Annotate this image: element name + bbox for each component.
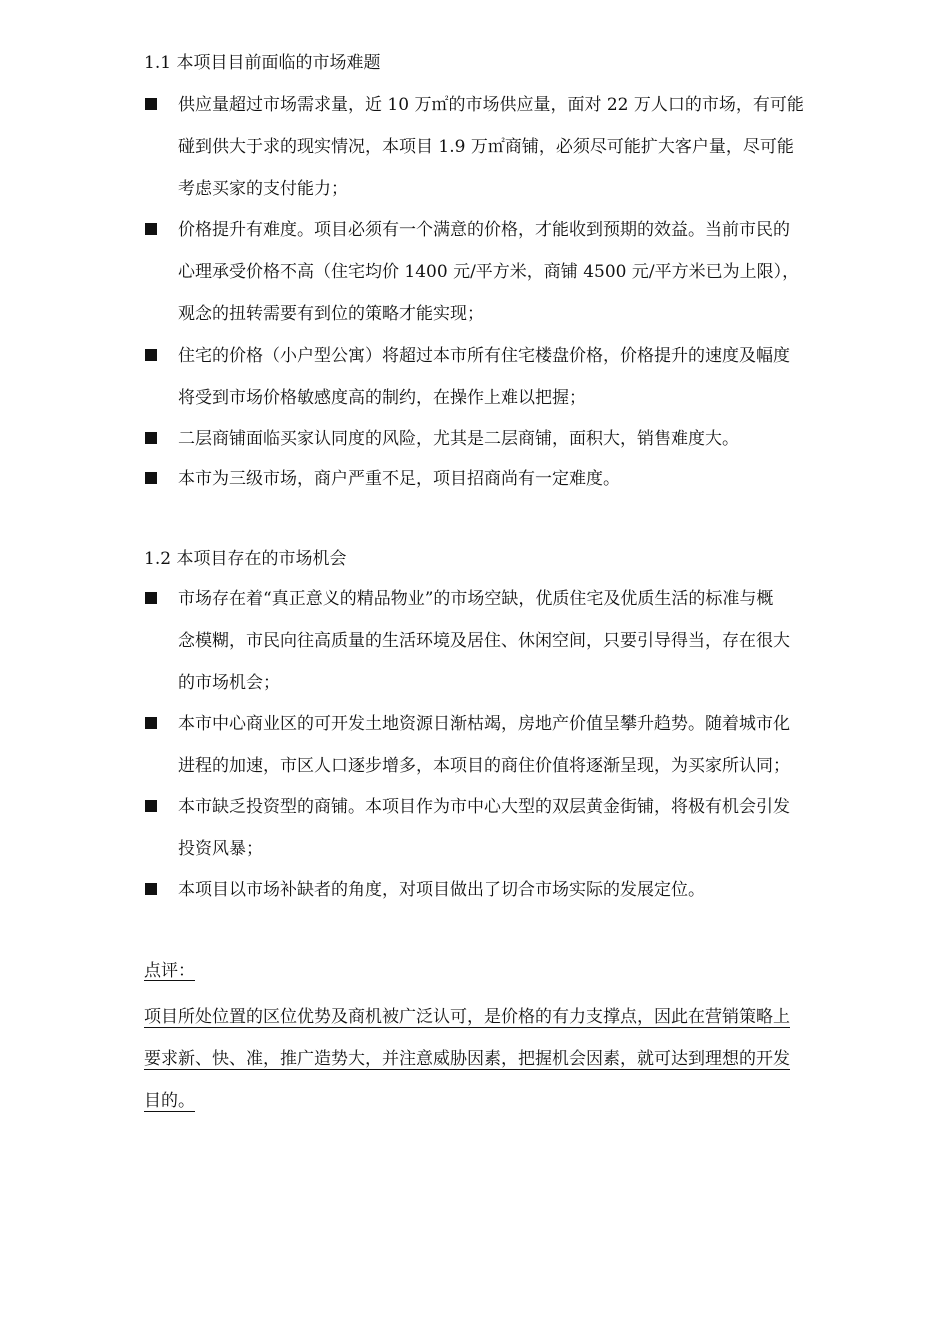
- bullet-text: [178, 786, 884, 870]
- square-bullet-icon: [144, 428, 158, 442]
- bullet-text: [178, 209, 884, 335]
- square-bullet-icon: [144, 468, 158, 482]
- square-bullet-icon: [144, 796, 158, 810]
- text-line: 心理承受价格不高（住宅均价 1400 元/平方米，商铺 4500 元/平方米已为上限），: [178, 262, 800, 282]
- comment-body: [144, 996, 884, 1122]
- text-line: 市场存在着“真正意义的精品物业”的市场空缺，优质住宅及优质生活的标准与概: [178, 589, 774, 609]
- section-1-heading: 1.1 本项目目前面临的市场难题: [144, 53, 381, 73]
- text-line: 念模糊，市民向往高质量的生活环境及居住、休闲空间，只要引导得当，存在很大: [178, 631, 790, 651]
- text-line: 观念的扭转需要有到位的策略才能实现；: [178, 304, 484, 324]
- text-line: 供应量超过市场需求量，近 10 万㎡的市场供应量，面对 22 万人口的市场，有可能: [178, 95, 804, 115]
- text-line: 住宅的价格（小户型公寓）将超过本市所有住宅楼盘价格，价格提升的速度及幅度: [178, 346, 790, 366]
- comment-line: 要求新、快、准，推广造势大，并注意威胁因素，把握机会因素，就可达到理想的开发: [144, 1049, 790, 1069]
- text-line: 碰到供大于求的现实情况，本项目 1.9 万㎡商铺，必须尽可能扩大客户量，尽可能: [178, 137, 794, 157]
- text-line: 本市中心商业区的可开发土地资源日渐枯竭，房地产价值呈攀升趋势。随着城市化: [178, 714, 790, 734]
- text-line: 二层商铺面临买家认同度的风险，尤其是二层商铺，面积大，销售难度大。: [178, 429, 739, 449]
- text-line: 本市为三级市场，商户严重不足，项目招商尚有一定难度。: [178, 469, 620, 489]
- text-line: 本市缺乏投资型的商铺。本项目作为市中心大型的双层黄金街铺，将极有机会引发: [178, 797, 790, 817]
- bullet-text: [178, 335, 884, 419]
- square-bullet-icon: [144, 879, 158, 893]
- bullet-text: [178, 869, 884, 911]
- bullet-text: [178, 703, 884, 787]
- square-bullet-icon: [144, 713, 158, 727]
- bullet-text: [178, 418, 884, 460]
- bullet-text: [178, 84, 884, 210]
- bullet-text: [178, 458, 884, 500]
- square-bullet-icon: [144, 588, 158, 602]
- text-line: 考虑买家的支付能力；: [178, 179, 348, 199]
- text-line: 进程的加速，市区人口逐步增多，本项目的商住价值将逐渐呈现，为买家所认同；: [178, 756, 790, 776]
- bullet-text: [178, 578, 884, 704]
- text-line: 本项目以市场补缺者的角度，对项目做出了切合市场实际的发展定位。: [178, 880, 705, 900]
- text-line: 的市场机会；: [178, 673, 280, 693]
- square-bullet-icon: [144, 345, 158, 359]
- text-line: 价格提升有难度。项目必须有一个满意的价格，才能收到预期的效益。当前市民的: [178, 220, 790, 240]
- section-2-heading: 1.2 本项目存在的市场机会: [144, 549, 347, 569]
- comment-line: 目的。: [144, 1091, 195, 1111]
- square-bullet-icon: [144, 219, 158, 233]
- comment-line: 项目所处位置的区位优势及商机被广泛认可，是价格的有力支撑点，因此在营销策略上: [144, 1007, 790, 1027]
- text-line: 将受到市场价格敏感度高的制约，在操作上难以把握；: [178, 388, 586, 408]
- square-bullet-icon: [144, 94, 158, 108]
- text-line: 投资风暴；: [178, 839, 263, 859]
- comment-label: 点评：: [144, 961, 195, 981]
